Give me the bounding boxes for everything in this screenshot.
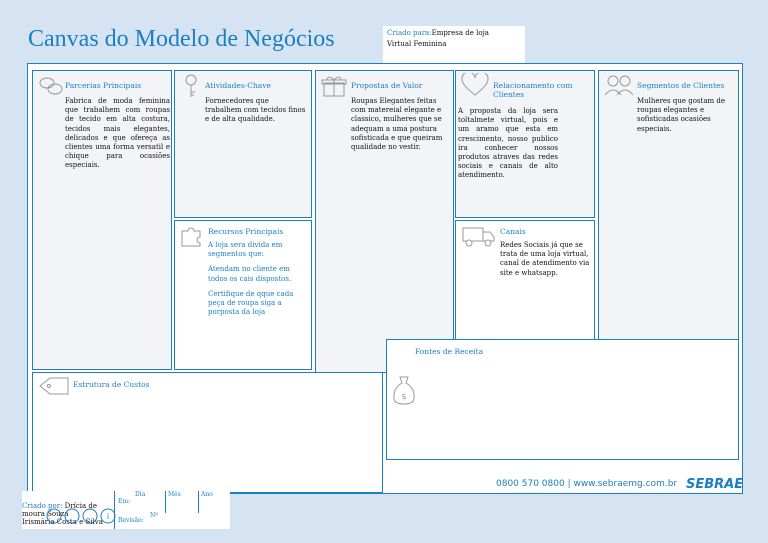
block-title: Estrutura de Custos <box>73 380 150 389</box>
truck-icon <box>462 225 496 247</box>
author-line: Irismária Costa e Silva <box>22 518 103 526</box>
block-title: Propostas de Valor <box>351 81 423 90</box>
block-recursos[interactable] <box>174 220 312 370</box>
client-line1: Empresa de loja <box>431 29 489 37</box>
price-tag-icon <box>38 376 70 396</box>
created-for-card <box>383 26 525 63</box>
year-label: Ano <box>201 491 213 498</box>
block-relacionamento[interactable] <box>455 70 595 218</box>
page-title: Canvas do Modelo de Negócios <box>28 26 335 52</box>
people-icon <box>604 74 634 96</box>
gift-icon <box>321 74 347 98</box>
heart-icon <box>461 73 489 97</box>
list-item: A loja sera divida em segmentos que: <box>208 241 283 259</box>
svg-text:i: i <box>106 512 110 521</box>
svg-text:$: $ <box>401 392 407 401</box>
author-line: Drícia de <box>64 502 98 510</box>
block-custos[interactable] <box>32 372 383 493</box>
block-text: Roupas Elegantes feitas com matereial elegante e classico, mulheres que se adequam a uma postura sofisticada e que queiram qualidade no vestir. <box>351 97 443 152</box>
sebrae-logo: SEBRAE <box>686 477 744 492</box>
block-text: Mulheres que gostam de roupas elegantes e sofisticadas ocasiões especiais. <box>637 97 725 133</box>
month-label: Mês <box>168 491 181 498</box>
block-title: Atividades-Chave <box>205 81 271 90</box>
divider <box>114 491 115 529</box>
block-text: Fabrica de moda feminina que trabalhem com roupas de tecido em alta costura, tecidos mais elegantes, delicados e que ofereça as clientes uma forma versatil e chique para ocasiões especiais. <box>65 97 170 170</box>
money-bag-icon <box>393 375 415 405</box>
chain-link-icon <box>38 75 64 97</box>
created-for-label: Criado para: <box>387 29 432 37</box>
contact-info: 0800 570 0800 | www.sebraemg.com.br <box>496 479 678 489</box>
block-parcerias[interactable] <box>32 70 172 370</box>
created-by-label: Criado por: <box>22 502 63 510</box>
block-text: Redes Sociais já que se trata de uma loja virtual, canal de atendimento via site e whatsapp. <box>500 241 590 277</box>
divider <box>165 491 166 513</box>
block-text: A proposta da loja sera toltalmete virtual, pois e um aramo que esta em crescimento, nosso publico ira conhecer nossos produtos atraves das redes sociais e canais de alto atendimento. <box>458 107 558 180</box>
list-item: Certifique de qque cada peça de roupa siga a porposta da loja <box>208 289 294 317</box>
block-atividades[interactable] <box>174 70 312 218</box>
block-title: Relacionamento com Clientes <box>493 81 573 99</box>
block-title: Segmentos de Clientes <box>637 81 725 90</box>
block-propostas[interactable] <box>315 70 454 373</box>
block-list <box>208 241 308 323</box>
block-title: Recursos Principais <box>208 227 284 236</box>
block-title: Parcerias Principais <box>65 81 142 90</box>
number-label: Nº <box>150 512 159 519</box>
key-icon <box>182 74 200 98</box>
block-segmentos[interactable] <box>598 70 739 373</box>
puzzle-icon <box>179 224 203 248</box>
block-text: Fornecedores que trabalhem com tecidos finos e de alta qualidade. <box>205 97 306 124</box>
client-line2: Virtual Feminina <box>387 40 447 48</box>
divider <box>198 491 199 513</box>
block-receitas[interactable] <box>386 339 739 460</box>
revision-label: Revisão: <box>118 517 144 524</box>
block-title: Canais <box>500 227 526 236</box>
author-line: moura Souza <box>22 510 69 518</box>
date-label: Em: <box>118 498 131 505</box>
block-title: Fontes de Receita <box>415 347 484 356</box>
day-label: Dia <box>135 491 146 498</box>
list-item: Atendam no cliente em todos os cais dispostos. <box>208 265 292 283</box>
credits-card <box>22 491 230 529</box>
